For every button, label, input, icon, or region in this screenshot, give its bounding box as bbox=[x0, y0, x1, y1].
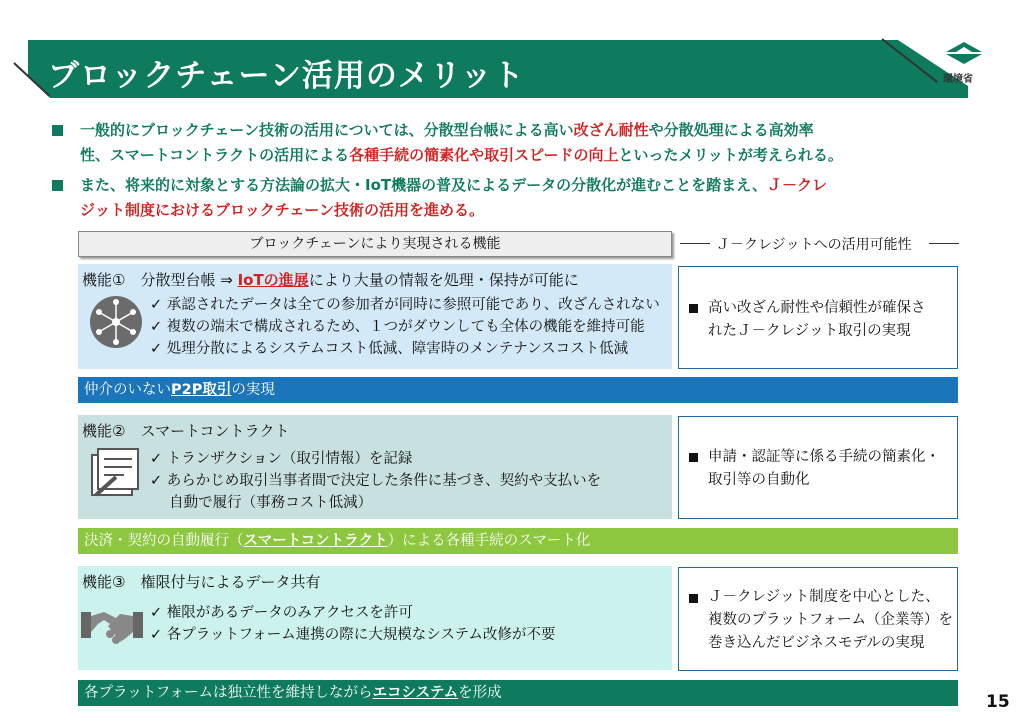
result-band-3: 各プラットフォームは独立性を維持しながらエコシステムを形成 bbox=[78, 680, 958, 706]
function-2-title: 機能② スマートコントラクト bbox=[82, 422, 290, 440]
check-item: ✓ 各プラットフォーム連携の際に大規模なシステム改修が不要 bbox=[150, 627, 556, 643]
jcredit-column-header: Ｊ－クレジットへの活用可能性 bbox=[716, 237, 912, 253]
functions-column-header: ブロックチェーンにより実現される機能 bbox=[78, 231, 672, 257]
handshake-icon bbox=[80, 604, 144, 650]
benefit-text-2: 申請・認証等に係る手続の簡素化・ 取引等の自動化 bbox=[708, 449, 940, 488]
benefit-text-1: 高い改ざん耐性や信頼性が確保さ れたＪ－クレジット取引の実現 bbox=[708, 300, 926, 339]
function-1-check-list bbox=[150, 294, 660, 360]
result-band-2: 決済・契約の自動履行（スマートコントラクト）による各種手続のスマート化 bbox=[78, 528, 958, 554]
check-item: ✓ 承認されたデータは全ての参加者が同時に参照可能であり、改ざんされない bbox=[150, 297, 660, 313]
function-1-title: 機能① 分散型台帳 ⇒ IoTの進展により大量の情報を処理・保持が可能に bbox=[82, 271, 579, 289]
check-item: ✓ 権限があるデータのみアクセスを許可 bbox=[150, 605, 413, 621]
check-item: ✓ トランザクション（取引情報）を記録 bbox=[150, 451, 413, 467]
result-band-1: 仲介のいないP2P取引の実現 bbox=[78, 377, 958, 403]
network-node-icon bbox=[88, 294, 144, 350]
bullet-square bbox=[52, 180, 63, 191]
page-number: 15 bbox=[986, 692, 1010, 712]
contract-document-icon bbox=[86, 447, 144, 499]
benefit-text-3: Ｊ－クレジット制度を中心とした、 複数のプラットフォーム（企業等）を 巻き込んだビジネスモデルの実現 bbox=[708, 589, 954, 651]
page-title: ブロックチェーン活用のメリット bbox=[48, 58, 525, 94]
function-3-check-list bbox=[150, 602, 555, 646]
check-item: ✓ 複数の端末で構成されるため、１つがダウンしても全体の機能を維持可能 bbox=[150, 319, 645, 335]
function-2-check-list bbox=[150, 448, 601, 514]
check-item: ✓ あらかじめ取引当事者間で決定した条件に基づき、契約や支払いを bbox=[150, 473, 602, 489]
bullet-square bbox=[52, 125, 63, 136]
check-item: 自動で履行（事務コスト低減） bbox=[150, 495, 373, 511]
benefit-bullet bbox=[689, 304, 698, 313]
benefit-bullet bbox=[689, 453, 698, 462]
function-3-title: 機能③ 権限付与によるデータ共有 bbox=[82, 573, 321, 591]
check-item: ✓ 処理分散によるシステムコスト低減、障害時のメンテナンスコスト低減 bbox=[150, 341, 629, 357]
ministry-logo-icon bbox=[944, 40, 984, 64]
header-rule bbox=[680, 243, 710, 244]
bullet-text-2: また、将来的に対象とする方法論の拡大・IoT機器の普及によるデータの分散化が進むことを踏まえ、Ｊ－クレ ジット制度におけるブロックチェーン技術の活用を進める。 bbox=[80, 176, 828, 219]
benefit-bullet bbox=[689, 594, 698, 603]
ministry-name: 環境省 bbox=[943, 74, 973, 85]
bullet-text-1: 一般的にブロックチェーン技術の活用については、分散型台帳による高い改ざん耐性や分散処理による高効率 性、スマートコントラクトの活用による各種手続の簡素化や取引スピードの向上といったメリットが考えられる。 bbox=[80, 121, 843, 164]
header-rule bbox=[929, 243, 959, 244]
